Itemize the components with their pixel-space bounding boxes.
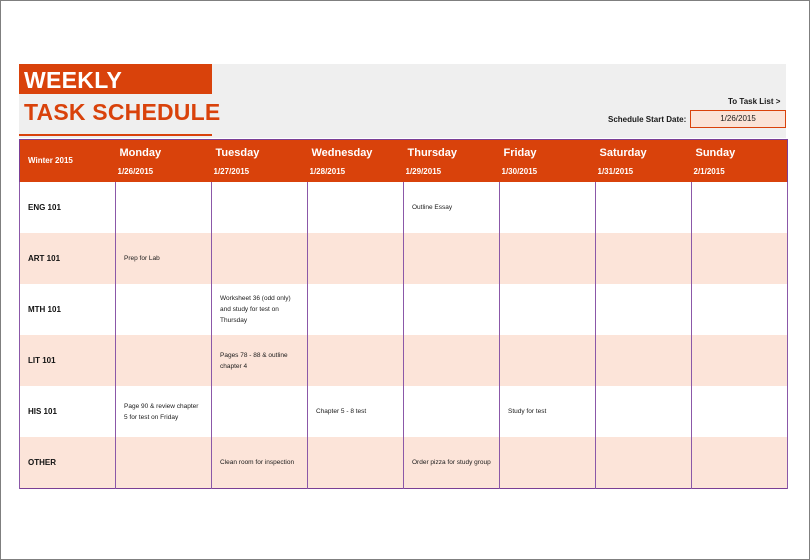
task-cell[interactable] (404, 233, 500, 284)
day-name: Monday (119, 147, 162, 159)
task-cell[interactable]: Clean room for inspection (212, 437, 308, 489)
task-cell[interactable] (596, 437, 692, 489)
day-date: 1/30/2015 (501, 167, 538, 176)
day-name: Thursday (407, 147, 458, 159)
task-cell[interactable]: Chapter 5 - 8 test (308, 386, 404, 437)
task-cell[interactable] (116, 335, 212, 386)
day-name: Sunday (695, 147, 736, 159)
day-name: Tuesday (215, 147, 260, 159)
task-cell[interactable] (596, 335, 692, 386)
task-cell[interactable] (596, 233, 692, 284)
task-cell[interactable] (596, 386, 692, 437)
task-cell[interactable]: Prep for Lab (116, 233, 212, 284)
task-cell[interactable] (500, 284, 596, 335)
task-cell[interactable] (404, 386, 500, 437)
schedule-table (19, 139, 788, 489)
task-cell[interactable] (500, 437, 596, 489)
task-cell[interactable] (692, 284, 788, 335)
day-header (500, 140, 596, 183)
day-date: 1/29/2015 (405, 167, 442, 176)
course-cell[interactable]: MTH 101 (20, 284, 116, 335)
task-cell[interactable]: Page 90 & review chapter 5 for test on Friday (116, 386, 212, 437)
table-row (20, 437, 788, 489)
task-cell[interactable] (404, 335, 500, 386)
day-date: 1/27/2015 (213, 167, 250, 176)
day-date: 1/28/2015 (309, 167, 346, 176)
title-underline (19, 134, 212, 136)
term-label: Winter 2015 (28, 156, 73, 165)
schedule-start-date-input[interactable]: 1/26/2015 (690, 110, 786, 128)
task-cell[interactable] (308, 437, 404, 489)
task-cell[interactable]: Outline Essay (404, 182, 500, 233)
day-name: Saturday (599, 147, 647, 159)
task-cell[interactable] (212, 182, 308, 233)
course-cell[interactable]: ART 101 (20, 233, 116, 284)
table-row (20, 284, 788, 335)
task-cell[interactable] (308, 233, 404, 284)
to-task-list-link[interactable]: To Task List > (728, 97, 781, 106)
task-cell[interactable]: Pages 78 - 88 & outline chapter 4 (212, 335, 308, 386)
task-cell[interactable] (692, 386, 788, 437)
task-cell[interactable]: Order pizza for study group (404, 437, 500, 489)
day-header (212, 140, 308, 183)
page-title-task-schedule: TASK SCHEDULE (24, 99, 221, 125)
course-cell[interactable]: HIS 101 (20, 386, 116, 437)
task-cell[interactable] (308, 182, 404, 233)
task-cell[interactable] (596, 284, 692, 335)
task-cell[interactable] (692, 335, 788, 386)
task-cell[interactable] (116, 182, 212, 233)
task-cell[interactable] (308, 284, 404, 335)
day-header (596, 140, 692, 183)
task-cell[interactable] (116, 284, 212, 335)
day-date: 2/1/2015 (693, 167, 725, 176)
table-row (20, 386, 788, 437)
day-date: 1/31/2015 (597, 167, 634, 176)
course-cell[interactable]: OTHER (20, 437, 116, 489)
task-cell[interactable] (500, 182, 596, 233)
day-header (116, 140, 212, 183)
course-cell[interactable]: LIT 101 (20, 335, 116, 386)
task-cell[interactable] (692, 233, 788, 284)
task-cell[interactable] (692, 182, 788, 233)
day-name: Friday (503, 147, 537, 159)
table-row (20, 182, 788, 233)
task-cell[interactable] (212, 233, 308, 284)
table-row (20, 233, 788, 284)
table-header-row (20, 140, 788, 183)
day-header (692, 140, 788, 183)
task-cell[interactable] (596, 182, 692, 233)
task-cell[interactable] (404, 284, 500, 335)
task-cell[interactable]: Worksheet 36 (odd only) and study for test on Thursday (212, 284, 308, 335)
course-cell[interactable]: ENG 101 (20, 182, 116, 233)
task-cell[interactable] (212, 386, 308, 437)
task-cell[interactable]: Study for test (500, 386, 596, 437)
title-banner (19, 64, 212, 94)
page-title-weekly: WEEKLY (24, 67, 123, 93)
corner-cell (20, 140, 116, 183)
day-date: 1/26/2015 (117, 167, 154, 176)
table-row (20, 335, 788, 386)
task-cell[interactable] (308, 335, 404, 386)
day-name: Wednesday (311, 147, 373, 159)
schedule-start-date-label: Schedule Start Date: (608, 115, 687, 124)
task-cell[interactable] (500, 233, 596, 284)
task-cell[interactable] (500, 335, 596, 386)
day-header (308, 140, 404, 183)
task-cell[interactable] (692, 437, 788, 489)
day-header (404, 140, 500, 183)
task-cell[interactable] (116, 437, 212, 489)
